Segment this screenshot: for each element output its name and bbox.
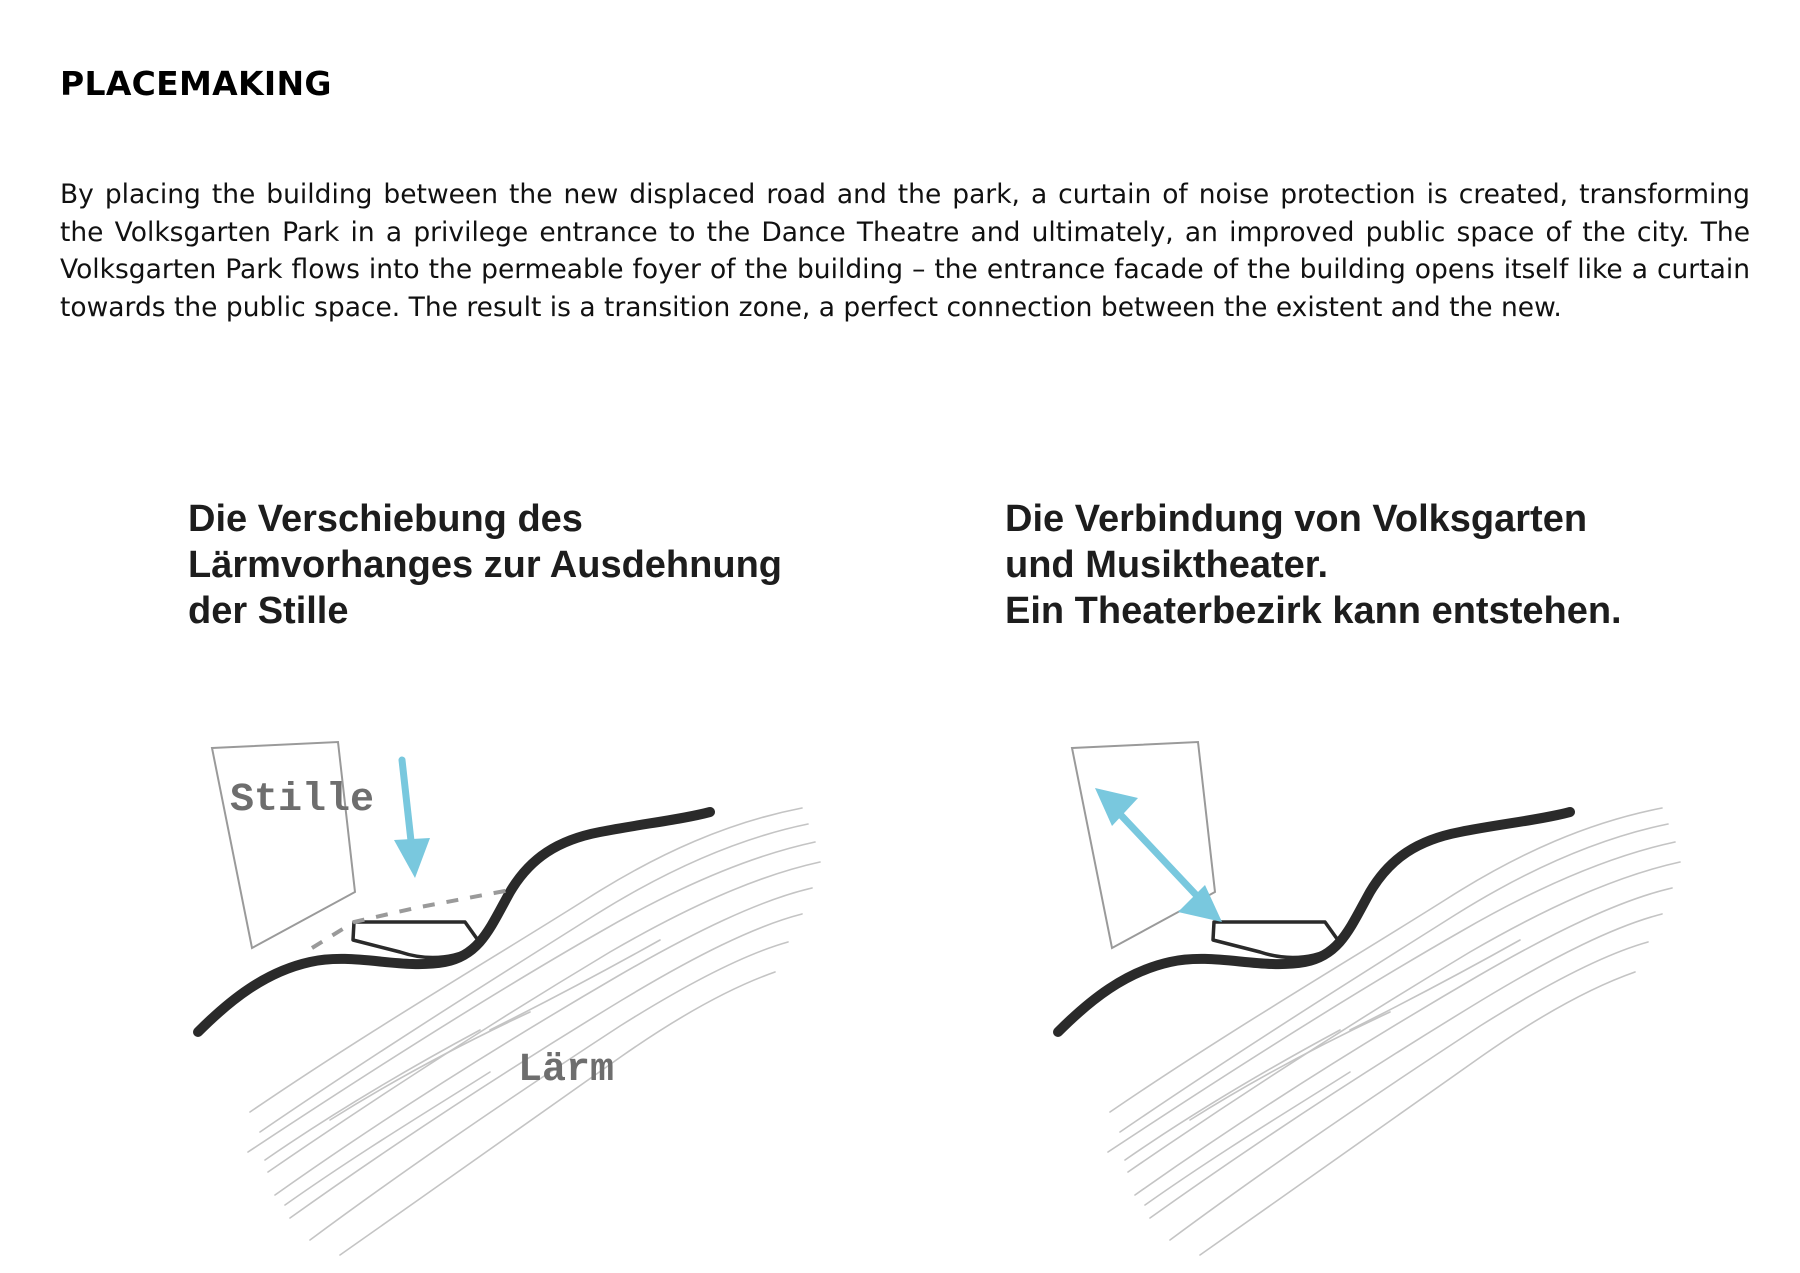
- noise-hatching: [248, 808, 820, 1255]
- building-outline: [212, 742, 355, 948]
- down-arrow-icon: [394, 760, 430, 878]
- double-arrow-icon: [1095, 788, 1222, 922]
- foyer-outline: [353, 922, 480, 958]
- panel-left-sketch: [190, 700, 830, 1260]
- building-outline: [1072, 742, 1215, 948]
- label-noise: Lärm: [518, 1048, 615, 1093]
- noise-hatching: [1108, 808, 1680, 1255]
- page-title: PLACEMAKING: [60, 64, 332, 103]
- panel-left-heading: Die Verschiebung des Lärmvorhanges zur Ausdehnung der Stille: [188, 498, 782, 632]
- panel-right-heading: Die Verbindung von Volksgarten und Musiktheater. Ein Theaterbezirk kann entstehen.: [1005, 498, 1622, 632]
- panel-right-sketch: [1050, 700, 1690, 1260]
- label-quiet: Stille: [230, 778, 375, 823]
- foyer-outline: [1213, 922, 1340, 958]
- body-paragraph: By placing the building between the new displaced road and the park, a curtain of noise protection is created, transforming the Volksgarten Park in a privilege entrance to the Dance Theatre and ultimately, an improved public space of the city. The Volksgarten Park flows into the permeable foyer of the building – the entrance facade of the building opens itself like a curtain towards the public space. The result is a transition zone, a perfect connection between the existent and the new.: [60, 179, 1750, 323]
